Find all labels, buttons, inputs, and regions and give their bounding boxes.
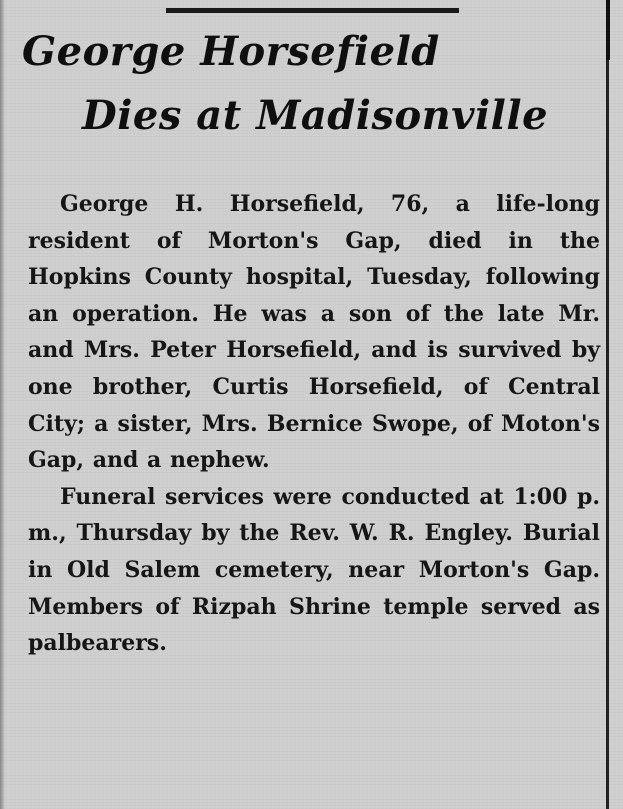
clipping-edge-shadow: [0, 0, 5, 809]
headline-line-2: Dies at Madisonville: [82, 92, 549, 139]
article-paragraph-2: Funeral services were conducted at 1:00 p. m., Thursday by the Rev. W. R. Engley. Burial in Old Salem cemetery, near Morton's Gap. Members of Rizpah Shrine temple served as palbearers.: [28, 483, 600, 657]
headline-line-1: George Horsefield: [22, 28, 440, 75]
article-paragraph-1: George H. Horsefield, 76, a life-long resident of Morton's Gap, died in the Hopkins County hospital, Tuesday, following an operation. He was a son of the late Mr. and Mrs. Peter Horsefield, and is survived by one brother, Curtis Horsefield, of Central City; a sister, Mrs. Bernice Swope, of Moton's Gap, and a nephew.: [28, 191, 600, 474]
column-divider-rule-top: [606, 0, 610, 60]
headline-top-rule: [166, 8, 459, 13]
column-divider-rule: [606, 0, 609, 809]
article-body: [28, 186, 600, 662]
